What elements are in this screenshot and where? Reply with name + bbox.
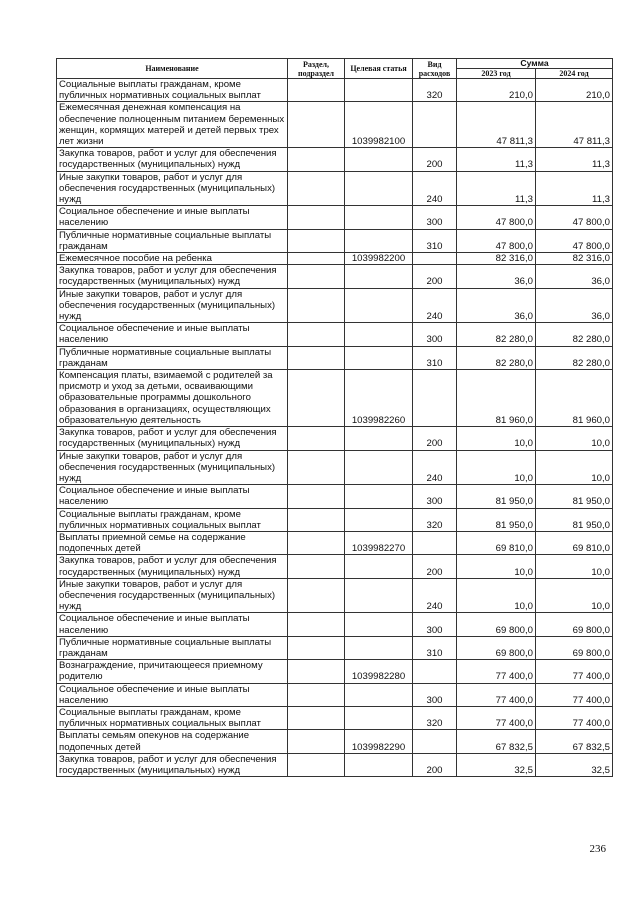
- table-row: [57, 683, 613, 706]
- cell-target: [345, 706, 413, 729]
- cell-2024: 10,0: [536, 578, 613, 613]
- cell-section: [288, 450, 345, 485]
- cell-target: [345, 753, 413, 776]
- cell-2023: 47 800,0: [457, 206, 536, 229]
- cell-target: 1039982100: [345, 102, 413, 148]
- table-row: [57, 171, 613, 206]
- cell-target: [345, 79, 413, 102]
- cell-kind: 200: [413, 555, 457, 578]
- cell-kind: 240: [413, 578, 457, 613]
- cell-2024: 32,5: [536, 753, 613, 776]
- cell-name: Ежемесячное пособие на ребенка: [57, 253, 288, 265]
- cell-kind: [413, 370, 457, 427]
- cell-name: Ежемесячная денежная компенсация на обеспечение полноценным питанием беременных женщин, кормящих матерей и детей первых трех лет жизни: [57, 102, 288, 148]
- table-body: [57, 79, 613, 777]
- cell-2023: 77 400,0: [457, 660, 536, 683]
- cell-2023: 11,3: [457, 148, 536, 171]
- cell-2023: 77 400,0: [457, 683, 536, 706]
- cell-section: [288, 288, 345, 323]
- cell-section: [288, 706, 345, 729]
- cell-2023: 69 810,0: [457, 531, 536, 554]
- table-header-row: [57, 59, 613, 69]
- cell-name: Социальные выплаты гражданам, кроме публичных нормативных социальных выплат: [57, 508, 288, 531]
- page-number: 236: [589, 843, 606, 855]
- cell-name: Иные закупки товаров, работ и услуг для обеспечения государственных (муниципальных) нужд: [57, 450, 288, 485]
- cell-2023: 10,0: [457, 578, 536, 613]
- table-row: [57, 578, 613, 613]
- cell-name: Публичные нормативные социальные выплаты гражданам: [57, 636, 288, 659]
- cell-section: [288, 148, 345, 171]
- cell-2023: 36,0: [457, 265, 536, 288]
- cell-kind: 300: [413, 613, 457, 636]
- table-row: [57, 660, 613, 683]
- cell-2023: 69 800,0: [457, 613, 536, 636]
- cell-target: [345, 555, 413, 578]
- table-row: [57, 450, 613, 485]
- header-sum: Сумма: [457, 59, 613, 69]
- cell-2023: 32,5: [457, 753, 536, 776]
- cell-2024: 10,0: [536, 555, 613, 578]
- cell-2023: 82 280,0: [457, 346, 536, 369]
- cell-name: Закупка товаров, работ и услуг для обеспечения государственных (муниципальных) нужд: [57, 148, 288, 171]
- header-target: Целевая статья: [345, 59, 413, 79]
- cell-kind: 300: [413, 485, 457, 508]
- cell-2023: 81 950,0: [457, 485, 536, 508]
- table-row: [57, 102, 613, 148]
- table-row: [57, 427, 613, 450]
- cell-target: [345, 206, 413, 229]
- cell-name: Социальное обеспечение и иные выплаты населению: [57, 683, 288, 706]
- cell-kind: 240: [413, 288, 457, 323]
- cell-section: [288, 508, 345, 531]
- cell-section: [288, 531, 345, 554]
- cell-section: [288, 229, 345, 252]
- cell-2023: 69 800,0: [457, 636, 536, 659]
- cell-2024: 82 280,0: [536, 323, 613, 346]
- cell-name: Социальное обеспечение и иные выплаты населению: [57, 613, 288, 636]
- cell-2024: 82 280,0: [536, 346, 613, 369]
- cell-kind: 310: [413, 229, 457, 252]
- cell-kind: 240: [413, 171, 457, 206]
- cell-section: [288, 323, 345, 346]
- cell-section: [288, 427, 345, 450]
- cell-2024: 69 800,0: [536, 636, 613, 659]
- cell-name: Социальное обеспечение и иные выплаты населению: [57, 206, 288, 229]
- cell-kind: 310: [413, 346, 457, 369]
- cell-2023: 10,0: [457, 450, 536, 485]
- table-row: [57, 148, 613, 171]
- cell-name: Социальное обеспечение и иные выплаты населению: [57, 323, 288, 346]
- table-row: [57, 346, 613, 369]
- cell-target: 1039982200: [345, 253, 413, 265]
- cell-target: [345, 450, 413, 485]
- cell-kind: 200: [413, 427, 457, 450]
- cell-target: [345, 323, 413, 346]
- cell-kind: 240: [413, 450, 457, 485]
- cell-name: Выплаты приемной семье на содержание подопечных детей: [57, 531, 288, 554]
- cell-kind: 200: [413, 753, 457, 776]
- cell-target: [345, 171, 413, 206]
- cell-kind: 320: [413, 706, 457, 729]
- cell-section: [288, 753, 345, 776]
- cell-name: Публичные нормативные социальные выплаты гражданам: [57, 229, 288, 252]
- cell-kind: 300: [413, 323, 457, 346]
- cell-name: Закупка товаров, работ и услуг для обеспечения государственных (муниципальных) нужд: [57, 555, 288, 578]
- cell-2023: 47 800,0: [457, 229, 536, 252]
- cell-kind: 200: [413, 265, 457, 288]
- cell-target: 1039982290: [345, 730, 413, 753]
- cell-2024: 47 811,3: [536, 102, 613, 148]
- cell-section: [288, 171, 345, 206]
- table-row: [57, 370, 613, 427]
- cell-name: Выплаты семьям опекунов на содержание подопечных детей: [57, 730, 288, 753]
- cell-section: [288, 730, 345, 753]
- header-section: Раздел, подраздел: [288, 59, 345, 79]
- cell-target: 1039982260: [345, 370, 413, 427]
- table-row: [57, 288, 613, 323]
- cell-2024: 81 960,0: [536, 370, 613, 427]
- cell-kind: 300: [413, 206, 457, 229]
- cell-kind: [413, 730, 457, 753]
- table-row: [57, 613, 613, 636]
- cell-2023: 81 960,0: [457, 370, 536, 427]
- cell-kind: 320: [413, 79, 457, 102]
- cell-section: [288, 555, 345, 578]
- header-name: Наименование: [57, 59, 288, 79]
- cell-section: [288, 206, 345, 229]
- cell-name: Закупка товаров, работ и услуг для обеспечения государственных (муниципальных) нужд: [57, 753, 288, 776]
- cell-name: Социальное обеспечение и иные выплаты населению: [57, 485, 288, 508]
- cell-name: Социальные выплаты гражданам, кроме публичных нормативных социальных выплат: [57, 706, 288, 729]
- cell-2024: 11,3: [536, 171, 613, 206]
- cell-section: [288, 370, 345, 427]
- cell-2023: 210,0: [457, 79, 536, 102]
- cell-section: [288, 660, 345, 683]
- cell-2023: 82 280,0: [457, 323, 536, 346]
- table-row: [57, 265, 613, 288]
- cell-2023: 82 316,0: [457, 253, 536, 265]
- cell-kind: 320: [413, 508, 457, 531]
- cell-kind: 310: [413, 636, 457, 659]
- cell-name: Иные закупки товаров, работ и услуг для обеспечения государственных (муниципальных) нужд: [57, 288, 288, 323]
- cell-2024: 67 832,5: [536, 730, 613, 753]
- cell-2024: 81 950,0: [536, 508, 613, 531]
- cell-2024: 210,0: [536, 79, 613, 102]
- cell-2024: 10,0: [536, 450, 613, 485]
- cell-target: [345, 346, 413, 369]
- cell-section: [288, 613, 345, 636]
- cell-name: Компенсация платы, взимаемой с родителей за присмотр и уход за детьми, осваивающими образовательные программы дошкольного образования в организациях, осуществляющих образовательную деятельность: [57, 370, 288, 427]
- cell-target: [345, 485, 413, 508]
- table-row: [57, 730, 613, 753]
- cell-name: Публичные нормативные социальные выплаты гражданам: [57, 346, 288, 369]
- table-row: [57, 531, 613, 554]
- cell-name: Закупка товаров, работ и услуг для обеспечения государственных (муниципальных) нужд: [57, 265, 288, 288]
- cell-2023: 77 400,0: [457, 706, 536, 729]
- cell-kind: [413, 531, 457, 554]
- cell-section: [288, 683, 345, 706]
- cell-name: Иные закупки товаров, работ и услуг для обеспечения государственных (муниципальных) нужд: [57, 171, 288, 206]
- cell-target: 1039982280: [345, 660, 413, 683]
- cell-2023: 81 950,0: [457, 508, 536, 531]
- cell-target: [345, 229, 413, 252]
- header-year-2024: 2024 год: [536, 69, 613, 79]
- cell-2024: 10,0: [536, 427, 613, 450]
- cell-name: Закупка товаров, работ и услуг для обеспечения государственных (муниципальных) нужд: [57, 427, 288, 450]
- cell-2024: 81 950,0: [536, 485, 613, 508]
- cell-2024: 69 800,0: [536, 613, 613, 636]
- table-row: [57, 206, 613, 229]
- cell-section: [288, 485, 345, 508]
- cell-target: [345, 288, 413, 323]
- table-row: [57, 508, 613, 531]
- table-row: [57, 323, 613, 346]
- table-row: [57, 753, 613, 776]
- cell-2024: 47 800,0: [536, 206, 613, 229]
- cell-section: [288, 79, 345, 102]
- table-row: [57, 706, 613, 729]
- cell-2023: 67 832,5: [457, 730, 536, 753]
- cell-kind: [413, 102, 457, 148]
- cell-name: Вознаграждение, причитающееся приемному родителю: [57, 660, 288, 683]
- cell-2023: 10,0: [457, 427, 536, 450]
- cell-target: [345, 427, 413, 450]
- cell-section: [288, 636, 345, 659]
- cell-2023: 36,0: [457, 288, 536, 323]
- budget-table: [56, 58, 613, 777]
- cell-section: [288, 578, 345, 613]
- cell-kind: 200: [413, 148, 457, 171]
- table-row: [57, 555, 613, 578]
- cell-2024: 11,3: [536, 148, 613, 171]
- cell-section: [288, 265, 345, 288]
- cell-2023: 47 811,3: [457, 102, 536, 148]
- cell-name: Иные закупки товаров, работ и услуг для обеспечения государственных (муниципальных) нужд: [57, 578, 288, 613]
- cell-2024: 47 800,0: [536, 229, 613, 252]
- cell-target: [345, 636, 413, 659]
- cell-target: 1039982270: [345, 531, 413, 554]
- cell-2024: 36,0: [536, 265, 613, 288]
- cell-name: Социальные выплаты гражданам, кроме публичных нормативных социальных выплат: [57, 79, 288, 102]
- cell-target: [345, 578, 413, 613]
- cell-2024: 77 400,0: [536, 660, 613, 683]
- cell-target: [345, 508, 413, 531]
- cell-section: [288, 102, 345, 148]
- cell-2024: 82 316,0: [536, 253, 613, 265]
- header-kind: Вид расходов: [413, 59, 457, 79]
- cell-2024: 36,0: [536, 288, 613, 323]
- cell-kind: 300: [413, 683, 457, 706]
- cell-2023: 11,3: [457, 171, 536, 206]
- cell-target: [345, 613, 413, 636]
- table-row: [57, 229, 613, 252]
- cell-section: [288, 253, 345, 265]
- table-row: [57, 253, 613, 265]
- cell-section: [288, 346, 345, 369]
- table-row: [57, 636, 613, 659]
- cell-2024: 77 400,0: [536, 706, 613, 729]
- cell-target: [345, 148, 413, 171]
- cell-target: [345, 683, 413, 706]
- table-row: [57, 79, 613, 102]
- table-row: [57, 485, 613, 508]
- cell-kind: [413, 660, 457, 683]
- cell-kind: [413, 253, 457, 265]
- header-year-2023: 2023 год: [457, 69, 536, 79]
- cell-target: [345, 265, 413, 288]
- cell-2024: 77 400,0: [536, 683, 613, 706]
- cell-2023: 10,0: [457, 555, 536, 578]
- cell-2024: 69 810,0: [536, 531, 613, 554]
